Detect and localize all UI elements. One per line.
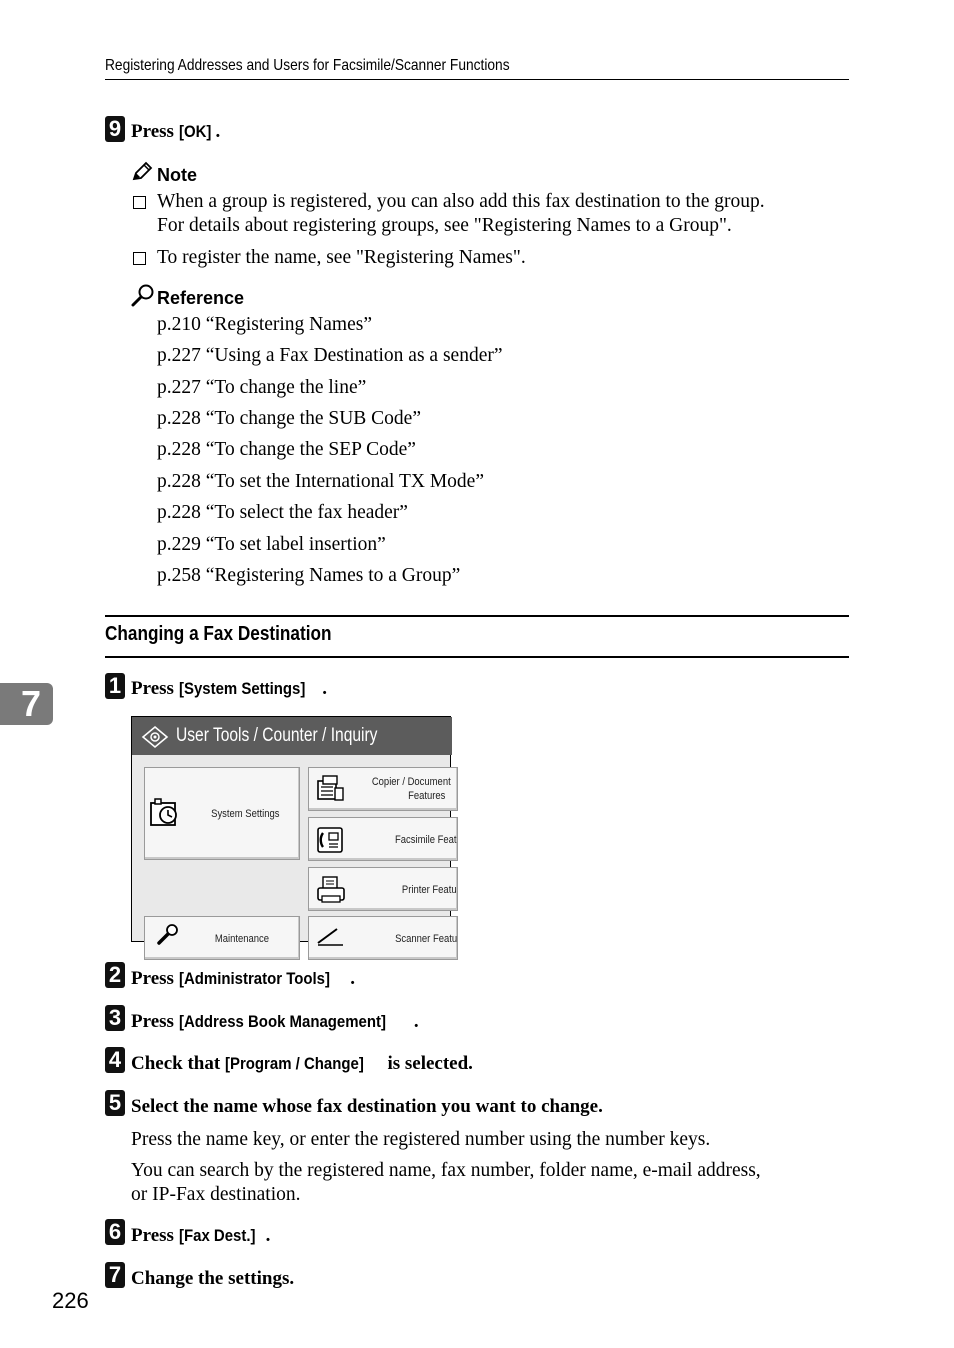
- scanner-features-button[interactable]: [308, 916, 458, 960]
- reference-link[interactable]: p.258 “Registering Names to a Group”: [157, 565, 461, 586]
- step-4-key: [Program / Change]: [224, 1054, 364, 1073]
- step-7-text: [131, 1268, 294, 1290]
- step-5-text: [131, 1096, 603, 1118]
- system-settings-icon: [149, 798, 181, 828]
- step-1-text: [131, 678, 327, 700]
- step-9-prefix: Press: [131, 121, 179, 142]
- step-7-number: 7: [105, 1262, 125, 1288]
- page-number: 226: [52, 1288, 89, 1313]
- screen-title-bar: [132, 717, 452, 755]
- header-rule: [105, 79, 849, 80]
- reference-link[interactable]: p.210 “Registering Names”: [157, 314, 372, 335]
- scanner-icon: [315, 923, 345, 947]
- step-6-key: [Fax Dest.]: [178, 1226, 256, 1245]
- printer-features-button[interactable]: [308, 867, 458, 911]
- step-6-number: 6: [105, 1219, 125, 1245]
- reference-link[interactable]: p.227 “Using a Fax Destination as a sender”: [157, 345, 503, 366]
- reference-link[interactable]: p.228 “To select the fax header”: [157, 502, 408, 523]
- step-5-body-p2-line2: or IP-Fax destination.: [131, 1184, 301, 1205]
- chapter-tab: [0, 683, 53, 725]
- step-5-number: 5: [105, 1090, 125, 1116]
- section-rule-top: [105, 615, 849, 617]
- copier-label-line2: Features: [407, 790, 445, 802]
- facsimile-icon: [315, 825, 345, 855]
- step-9-number: 9: [105, 116, 125, 142]
- step-9-key: [OK]: [178, 122, 212, 141]
- step-3-number: 3: [105, 1005, 125, 1031]
- step-2-number: 2: [105, 962, 125, 988]
- step-5-body-p2-line1: You can search by the registered name, fax number, folder name, e-mail address,: [131, 1160, 761, 1181]
- chapter-tab-number: 7: [20, 683, 42, 724]
- screen-title: User Tools / Counter / Inquiry: [176, 725, 378, 746]
- note-item-1-line-1: When a group is registered, you can also add this fax destination to the group.: [157, 191, 765, 212]
- step-1-suffix: .: [322, 678, 328, 699]
- step-1-key: [System Settings]: [178, 679, 306, 698]
- magnifier-icon: [130, 283, 156, 307]
- note-item-1-line-2: For details about registering groups, see "Registering Names to a Group".: [157, 215, 732, 236]
- system-settings-button[interactable]: [144, 767, 300, 860]
- step-2-key: [Administrator Tools]: [178, 969, 330, 988]
- user-tools-icon: [142, 726, 168, 748]
- step-5-prefix: Select the name whose fax destination you want to change.: [131, 1096, 603, 1117]
- step-7-prefix: Change the settings.: [131, 1268, 295, 1289]
- step-6-text: [131, 1225, 270, 1247]
- maintenance-button[interactable]: [144, 916, 300, 960]
- reference-link[interactable]: p.228 “To change the SEP Code”: [157, 439, 416, 460]
- copier-label-line1: Copier / Document: [372, 776, 451, 788]
- step-3-prefix: Press: [131, 1011, 179, 1032]
- wrench-icon: [155, 923, 181, 947]
- step-5-body-p1: Press the name key, or enter the registered number using the number keys.: [131, 1129, 711, 1150]
- reference-link[interactable]: p.229 “To set label insertion”: [157, 534, 386, 555]
- step-2-prefix: Press: [131, 968, 179, 989]
- step-2-text: [131, 968, 355, 990]
- step-3-key: [Address Book Management]: [178, 1012, 386, 1031]
- reference-link[interactable]: p.227 “To change the line”: [157, 377, 367, 398]
- control-panel-screenshot: [131, 716, 457, 945]
- step-4-suffix: is selected.: [382, 1053, 473, 1074]
- step-9-suffix: .: [215, 121, 221, 142]
- checkbox-bullet-icon: [133, 252, 146, 265]
- facsimile-label: Facsimile Feat: [395, 834, 457, 846]
- maintenance-label: Maintenance: [214, 933, 269, 945]
- printer-icon: [315, 875, 347, 905]
- step-6-suffix: .: [265, 1225, 271, 1246]
- step-4-number: 4: [105, 1047, 125, 1073]
- printer-label: Printer Featu: [402, 884, 457, 896]
- step-2-suffix: .: [350, 968, 355, 989]
- section-rule-bottom: [105, 656, 849, 658]
- step-1-number: 1: [105, 673, 125, 699]
- note-item-2: To register the name, see "Registering Names".: [157, 247, 526, 268]
- copier-document-features-button[interactable]: [308, 767, 458, 811]
- step-1-prefix: Press: [131, 678, 179, 699]
- scanner-label: Scanner Featu: [394, 933, 457, 945]
- reference-link[interactable]: p.228 “To change the SUB Code”: [157, 408, 421, 429]
- section-title: Changing a Fax Destination: [105, 623, 332, 645]
- copier-icon: [315, 774, 345, 804]
- checkbox-bullet-icon: [133, 196, 146, 209]
- reference-link[interactable]: p.228 “To set the International TX Mode”: [157, 471, 484, 492]
- step-4-text: [131, 1053, 473, 1075]
- pencil-icon: [131, 162, 153, 182]
- reference-label: Reference: [157, 288, 245, 308]
- step-4-prefix: Check that: [131, 1053, 225, 1074]
- step-3-suffix: .: [413, 1011, 419, 1032]
- step-6-prefix: Press: [131, 1225, 179, 1246]
- note-label: Note: [157, 165, 197, 185]
- facsimile-features-button[interactable]: [308, 817, 458, 861]
- running-header: Registering Addresses and Users for Facsimile/Scanner Functions: [105, 57, 510, 74]
- system-settings-label: System Settings: [210, 808, 279, 820]
- step-3-text: [131, 1011, 419, 1033]
- step-9-text: [131, 121, 220, 143]
